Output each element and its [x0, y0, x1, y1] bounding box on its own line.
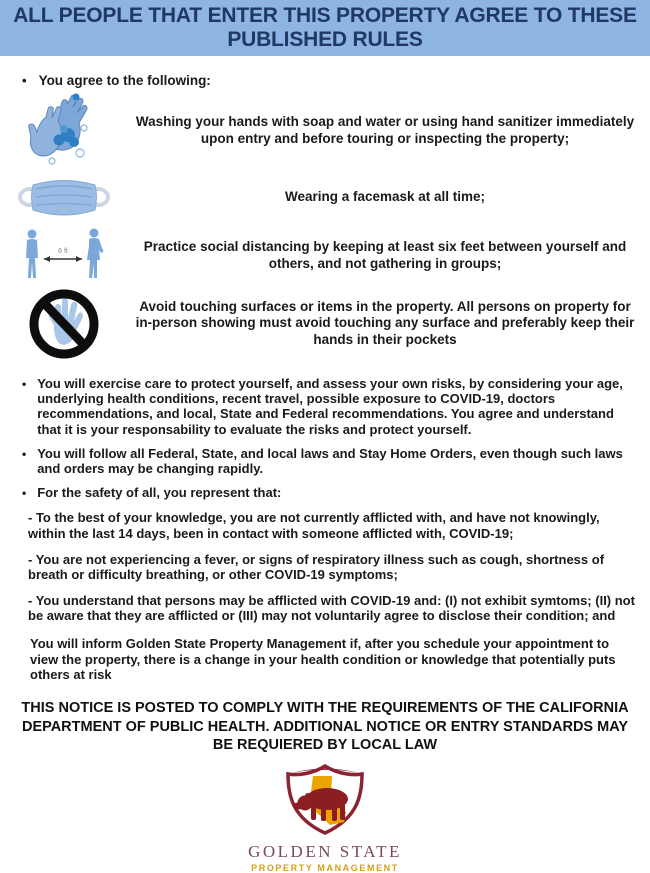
washing-hands-icon — [0, 95, 128, 167]
representations-list — [28, 510, 636, 624]
rule-text-wash-hands: Washing your hands with soap and water or using hand sanitizer immediately upon entry and before touring or inspecting the property; — [135, 114, 635, 146]
bullet-dot: • — [22, 486, 27, 501]
distance-label: 6 ft — [58, 247, 68, 255]
facemask-icon — [0, 171, 128, 223]
bullet-dot: • — [22, 446, 27, 461]
bullet-dot: • — [22, 377, 27, 392]
bullet-text: For the safety of all, you represent that: — [37, 485, 282, 501]
intro-bullet — [22, 73, 650, 88]
rules-list — [0, 92, 650, 361]
closing-paragraph: You will inform Golden State Property Management if, after you schedule your appointment to view the property, there is a change in your health condition or knowledge that potentially puts others at risk — [30, 636, 616, 683]
rule-row-no-touching — [0, 286, 650, 361]
bullet-safety-representations — [22, 485, 636, 500]
bullet-exercise-care — [22, 376, 636, 437]
company-logo — [0, 762, 650, 873]
rule-row-facemask — [0, 169, 650, 225]
representation-awareness: - You understand that persons may be afflicted with COVID-19 and: (I) not exhibit symtoms; (II) not be aware that they are afflicted or (III) may not voluntarily agree to disclose their condition; and — [28, 592, 635, 624]
bullet-text: You will follow all Federal, State, and local laws and Stay Home Orders, even though such laws and orders may be changing rapidly. — [37, 445, 623, 477]
social-distancing-icon — [0, 226, 128, 286]
intro-text: You agree to the following: — [38, 73, 211, 89]
bullet-text: You will exercise care to protect yourself, and assess your own risks, by considering your age, underlying health conditions, recent travel, possible exposure to COVID-19, doctors recommendations, and local, State and Federal recommendations. You agree and understand that it is your responsability to evaluate the risks and protect yourself. — [37, 376, 623, 437]
rule-text-no-touching: Avoid touching surfaces or items in the property. All persons on property for in-person showing must avoid touching any surface and preferably keep their hands in their pockets — [135, 298, 635, 347]
rule-text-social-distancing: Practice social distancing by keeping at least six feet between yourself and others, and not gathering in groups; — [143, 239, 627, 271]
shield-bear-logo-icon — [275, 762, 375, 836]
rule-row-wash-hands — [0, 92, 650, 169]
terms-bullets — [22, 376, 636, 500]
logo-tagline: PROPERTY MANAGEMENT — [251, 863, 399, 873]
page-title — [0, 0, 650, 56]
rule-row-social-distancing — [0, 225, 650, 286]
page-title-line2: PUBLISHED RULES — [227, 27, 423, 51]
bullet-follow-laws — [22, 446, 636, 476]
page-title-line1: ALL PEOPLE THAT ENTER THIS PROPERTY AGREE TO THESE — [13, 4, 637, 27]
representation-symptoms: - You are not experiencing a fever, or signs of respiratory illness such as cough, shortness of breath or difficulty breathing, or other COVID-19 symptoms; — [28, 551, 605, 583]
bullet-dot: • — [22, 73, 27, 89]
representation-knowledge: - To the best of your knowledge, you are not currently afflicted with, and have not knowingly, within the last 14 days, been in contact with someone afflicted with, COVID-19; — [28, 510, 600, 542]
no-touching-icon — [0, 288, 128, 360]
rule-text-facemask: Wearing a facemask at all time; — [284, 188, 486, 204]
compliance-notice: THIS NOTICE IS POSTED TO COMPLY WITH THE REQUIREMENTS OF THE CALIFORNIA DEPARTMENT OF PUBLIC HEALTH. ADDITIONAL NOTICE OR ENTRY STANDARDS MAY BE REQUIERED BY LOCAL LAW — [21, 699, 629, 754]
logo-company-name: GOLDEN STATE — [248, 842, 402, 862]
